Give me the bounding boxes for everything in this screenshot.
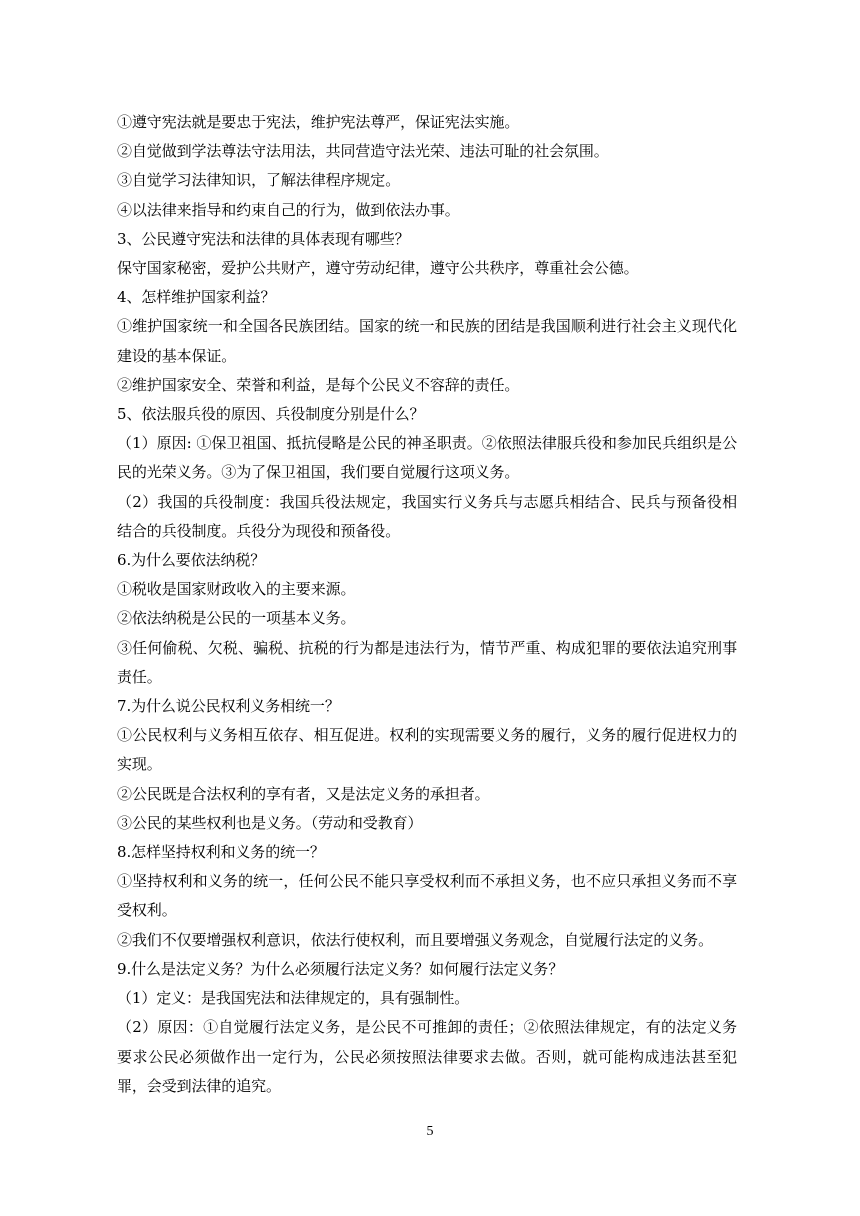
- paragraph: （1）原因: ①保卫祖国、抵抗侵略是公民的神圣职责。②依照法律服兵役和参加民兵组织是公民的光荣义务。③为了保卫祖国，我们要自觉履行这项义务。: [117, 434, 737, 482]
- document-body: [117, 108, 737, 1101]
- paragraph: ③自觉学习法律知识，了解法律程序规定。: [117, 171, 401, 190]
- question-heading: 3、公民遵守宪法和法律的具体表现有哪些？: [117, 229, 410, 248]
- question-heading: 7.为什么说公民权利义务相统一？: [117, 697, 340, 716]
- paragraph: ①公民权利与义务相互依存、相互促进。权利的实现需要义务的履行，义务的履行促进权力的实现。: [117, 726, 737, 774]
- paragraph: 保守国家秘密，爱护公共财产，遵守劳动纪律，遵守公共秩序，尊重社会公德。: [117, 259, 639, 278]
- paragraph: ④以法律来指导和约束自己的行为，做到依法办事。: [117, 200, 460, 219]
- paragraph: ③任何偷税、欠税、骗税、抗税的行为都是违法行为，情节严重、构成犯罪的要依法追究刑事责任。: [117, 638, 737, 686]
- paragraph: ②依法纳税是公民的一项基本义务。: [117, 609, 356, 628]
- paragraph: ③公民的某些权利也是义务。（劳动和受教育）: [117, 813, 423, 832]
- question-heading: 8.怎样坚持权利和义务的统一？: [117, 843, 325, 862]
- page-number: 5: [426, 1124, 434, 1139]
- question-heading: 4、怎样维护国家利益？: [117, 288, 276, 307]
- paragraph: ②我们不仅要增强权利意识，依法行使权利，而且要增强义务观念，自觉履行法定的义务。: [117, 930, 714, 949]
- paragraph: ①坚持权利和义务的统一，任何公民不能只享受权利而不承担义务，也不应只承担义务而不享受权利。: [117, 872, 737, 920]
- paragraph: ①税收是国家财政收入的主要来源。: [117, 580, 356, 599]
- paragraph: （2）原因：①自觉履行法定义务，是公民不可推卸的责任；②依照法律规定，有的法定义务要求公民必须做作出一定行为，公民必须按照法律要求去做。否则，就可能构成违法甚至犯罪，会受到法律的追究。: [117, 1018, 737, 1095]
- question-heading: 9.什么是法定义务？为什么必须履行法定义务？如何履行法定义务？: [117, 959, 564, 978]
- paragraph: ②维护国家安全、荣誉和利益，是每个公民义不容辞的责任。: [117, 375, 520, 394]
- question-heading: 6.为什么要依法纳税？: [117, 551, 266, 570]
- paragraph: ②自觉做到学法尊法守法用法，共同营造守法光荣、违法可耻的社会氛围。: [117, 142, 609, 161]
- paragraph: （2）我国的兵役制度：我国兵役法规定，我国实行义务兵与志愿兵相结合、民兵与预备役相结合的兵役制度。兵役分为现役和预备役。: [117, 492, 737, 540]
- paragraph: ①维护国家统一和全国各民族团结。国家的统一和民族的团结是我国顺利进行社会主义现代化建设的基本保证。: [117, 317, 737, 365]
- paragraph: ②公民既是合法权利的享有者，又是法定义务的承担者。: [117, 784, 490, 803]
- question-heading: 5、依法服兵役的原因、兵役制度分别是什么？: [117, 405, 425, 424]
- paragraph: （1）定义：是我国宪法和法律规定的，具有强制性。: [117, 989, 470, 1008]
- paragraph: ①遵守宪法就是要忠于宪法，维护宪法尊严，保证宪法实施。: [117, 113, 520, 131]
